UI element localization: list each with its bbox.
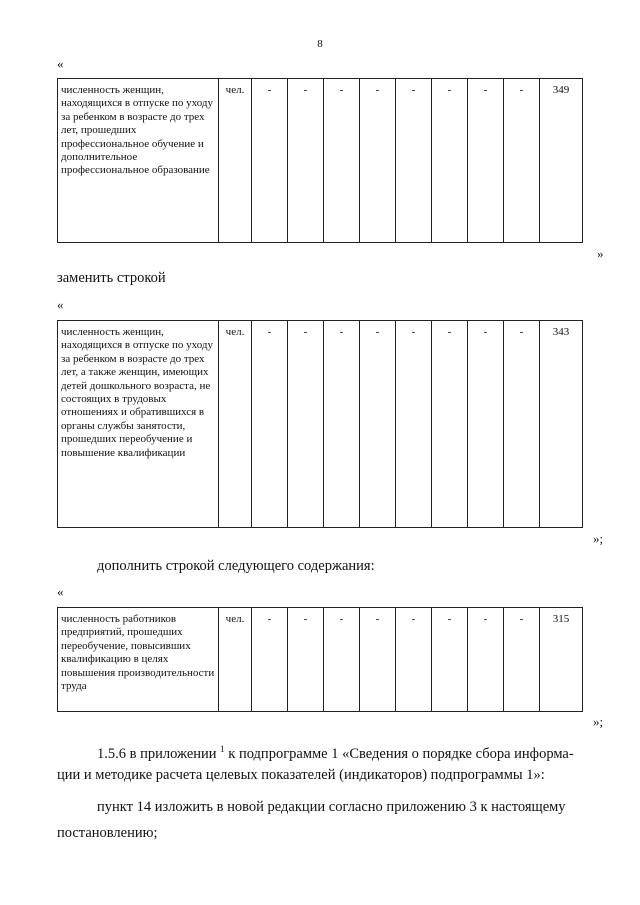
- dash-cell: -: [288, 608, 324, 712]
- dash-cell: -: [396, 79, 432, 243]
- dash-cell: -: [360, 321, 396, 528]
- open-quote: «: [57, 584, 64, 599]
- item-prefix: 1.5.6 в приложении: [97, 745, 221, 762]
- item-line1-rest: к подпрограмме 1 «Сведения о порядке сбора информа-: [224, 745, 574, 762]
- dash-cell: -: [324, 321, 360, 528]
- indicator-name: численность женщин, находящихся в отпуске по уходу за ребенком в возрасте до трех лет, прошедших профессиональное обучение и дополнительное профессиональное образование: [58, 79, 219, 243]
- dash-cell: -: [432, 79, 468, 243]
- item-1-5-6-line2: ции и методике расчета целевых показателей (индикаторов) подпрограммы 1»:: [57, 767, 545, 783]
- dash-cell: -: [288, 321, 324, 528]
- point-14-line1: пункт 14 изложить в новой редакции согласно приложению 3 к настоящему: [97, 799, 566, 815]
- unit-cell: чел.: [219, 608, 252, 712]
- dash-cell: -: [360, 79, 396, 243]
- dash-cell: -: [504, 608, 540, 712]
- dash-cell: -: [468, 321, 504, 528]
- table-row: [58, 321, 583, 528]
- dash-cell: -: [468, 608, 504, 712]
- dash-cell: -: [396, 321, 432, 528]
- close-quote-semicolon: »;: [593, 531, 604, 546]
- indicator-name: численность работников предприятий, прошедших переобучение, повысивших квалификацию в целях повышения производительности труда: [58, 608, 219, 712]
- unit-cell: чел.: [219, 321, 252, 528]
- unit-cell: чел.: [219, 79, 252, 243]
- dash-cell: -: [288, 79, 324, 243]
- dash-cell: -: [252, 79, 288, 243]
- point-14-line2: постановлению;: [57, 825, 158, 841]
- dash-cell: -: [432, 321, 468, 528]
- value-cell: 315: [540, 608, 583, 712]
- value-cell: 349: [540, 79, 583, 243]
- dash-cell: -: [324, 608, 360, 712]
- close-quote: »: [597, 246, 604, 261]
- table-row: [58, 608, 583, 712]
- dash-cell: -: [360, 608, 396, 712]
- open-quote: «: [57, 56, 64, 71]
- dash-cell: -: [324, 79, 360, 243]
- dash-cell: -: [252, 321, 288, 528]
- dash-cell: -: [432, 608, 468, 712]
- table-row: [58, 79, 583, 243]
- replace-instruction: заменить строкой: [57, 270, 166, 286]
- indicator-name: численность женщин, находящихся в отпуске по уходу за ребенком в возрасте до трех лет, а также женщин, имеющих детей дошкольного возраста, не состоящих в трудовых отношениях и обратившихся в органы службы занятости, прошедших переобучение и повышение квалификации: [58, 321, 219, 528]
- page-number: 8: [317, 38, 323, 50]
- superscript: 1: [220, 744, 225, 754]
- dash-cell: -: [396, 608, 432, 712]
- dash-cell: -: [252, 608, 288, 712]
- dash-cell: -: [468, 79, 504, 243]
- dash-cell: -: [504, 79, 540, 243]
- dash-cell: -: [504, 321, 540, 528]
- indicator-table-added: [57, 607, 583, 712]
- indicator-table-old: [57, 78, 583, 243]
- open-quote: «: [57, 297, 64, 312]
- indicator-table-new: [57, 320, 583, 528]
- item-1-5-6-line1: [97, 737, 574, 766]
- close-quote-semicolon: »;: [593, 714, 604, 729]
- value-cell: 343: [540, 321, 583, 528]
- add-instruction: дополнить строкой следующего содержания:: [97, 558, 375, 574]
